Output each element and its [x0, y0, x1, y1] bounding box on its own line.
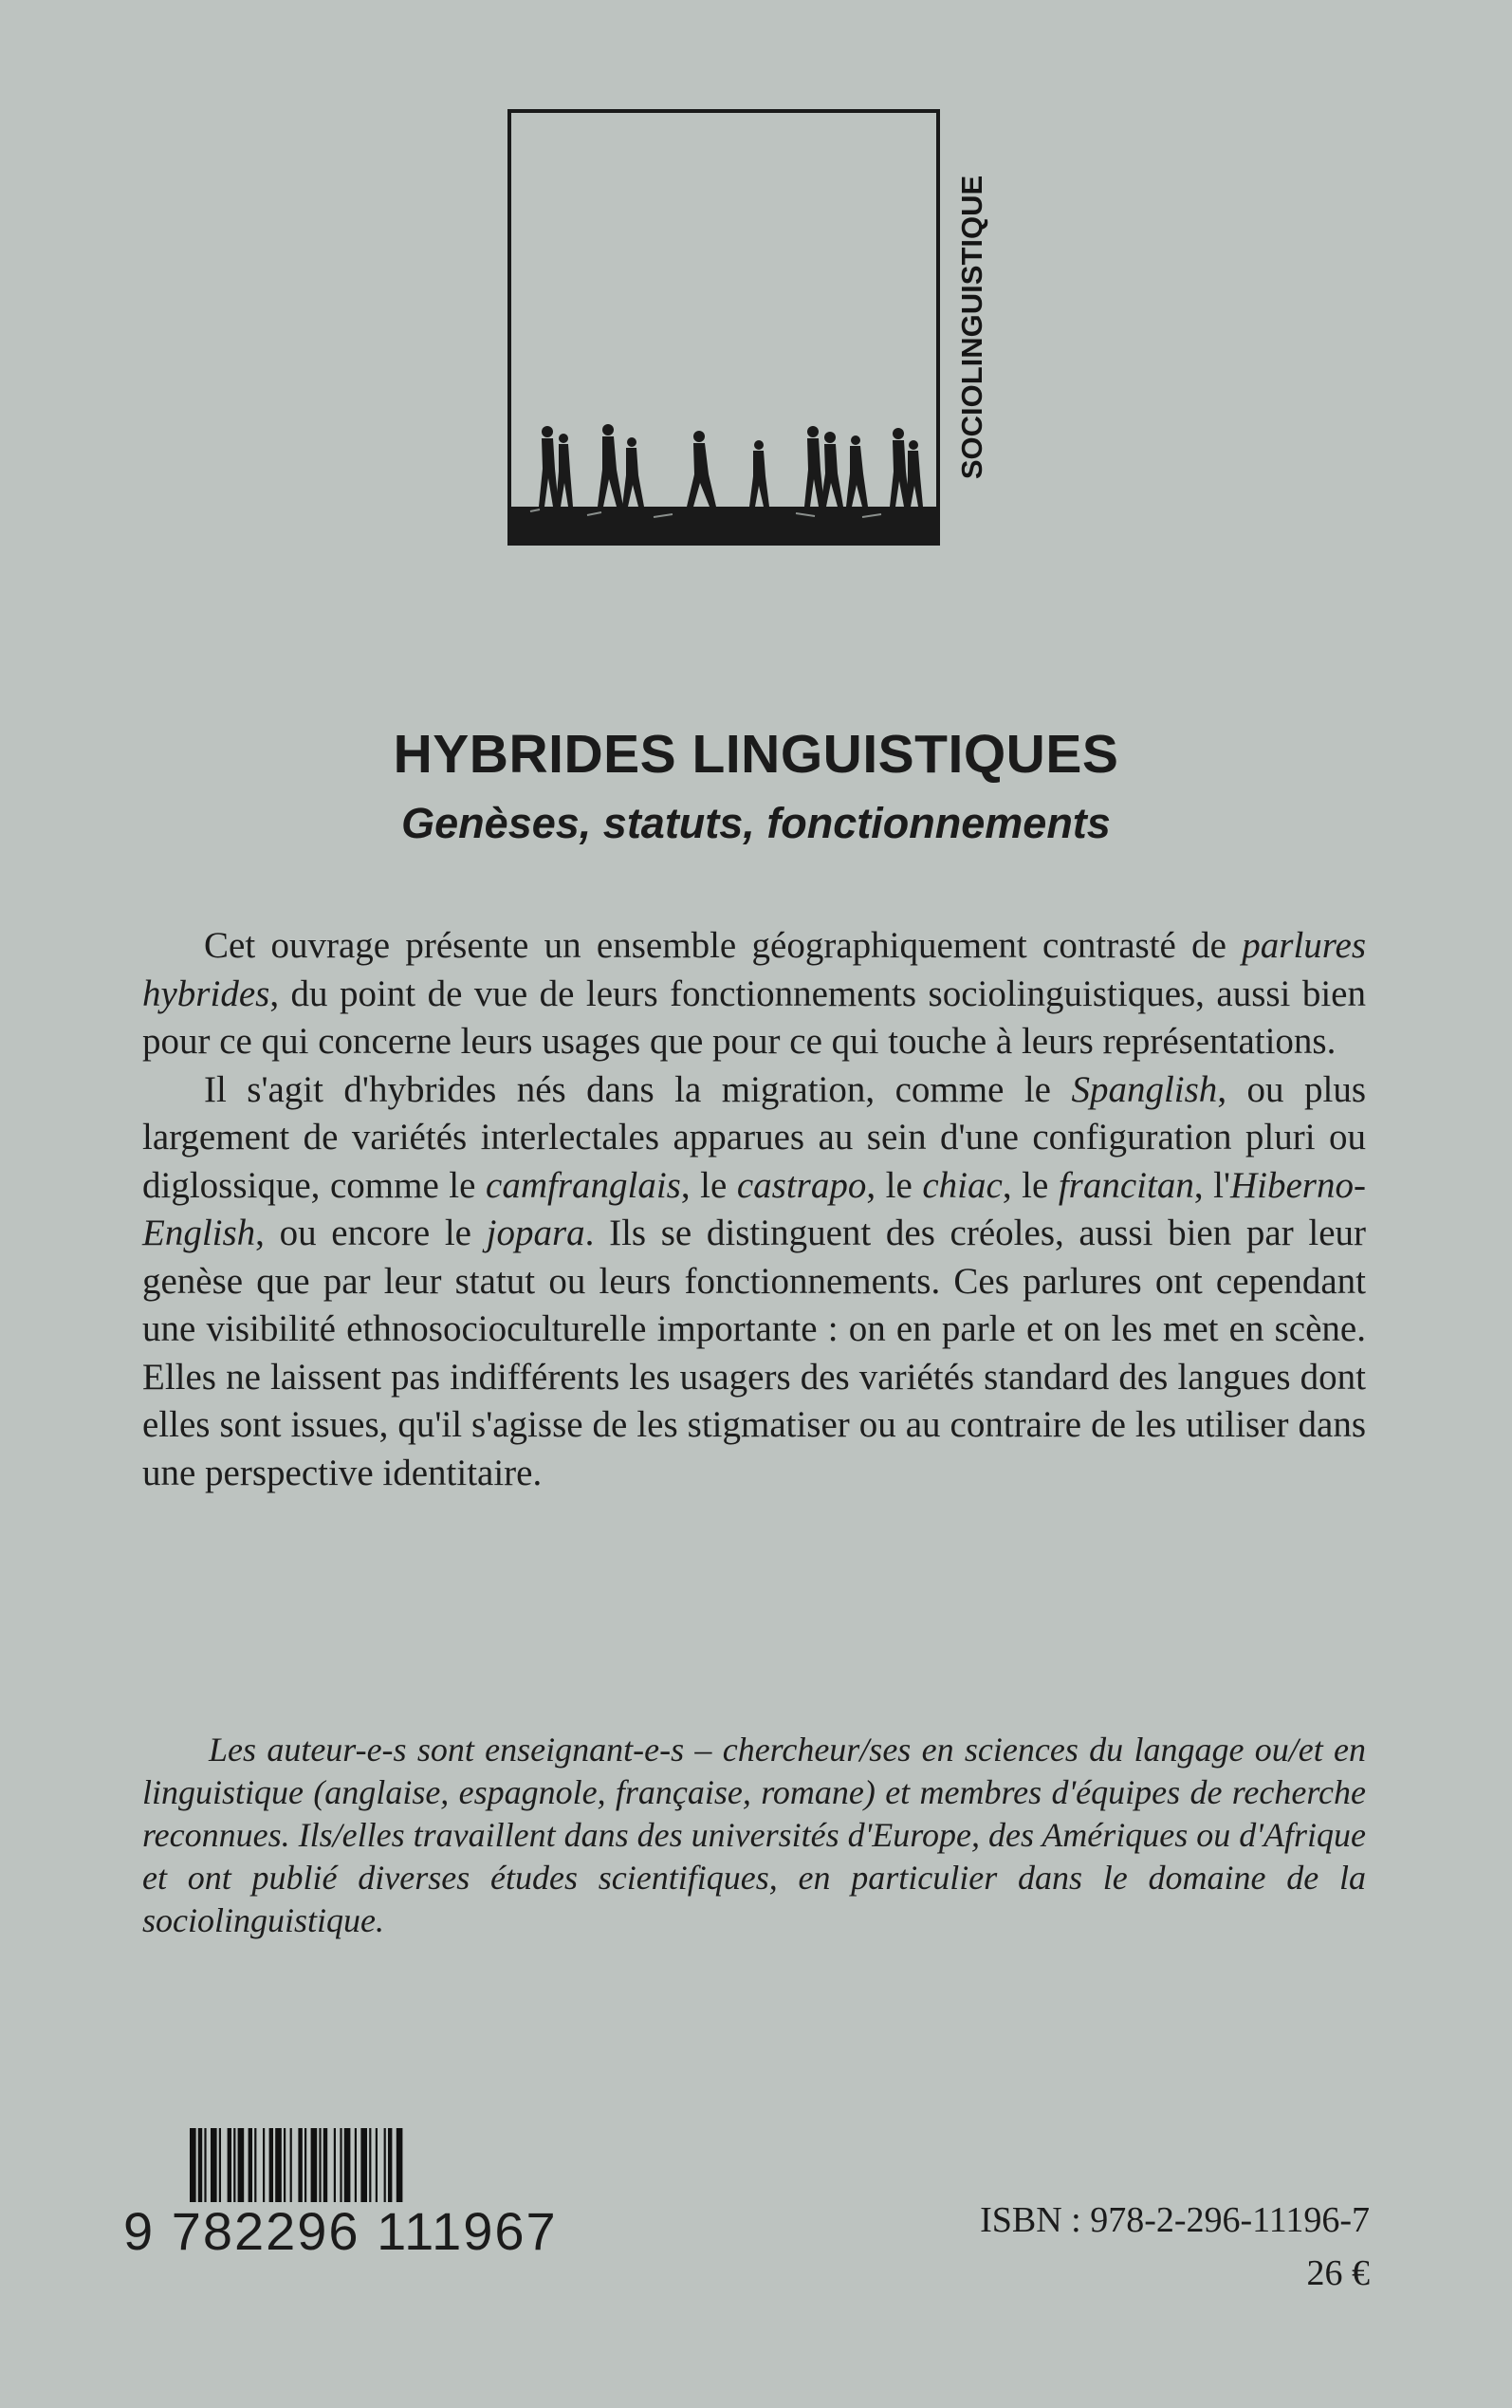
barcode-bar [249, 2128, 252, 2202]
barcode-digits: 9 782296 111967 [123, 2201, 558, 2261]
barcode-bar [233, 2128, 235, 2202]
barcode-bar [376, 2128, 378, 2202]
description-paragraph-1: Cet ouvrage présente un ensemble géographiquement contrasté de parlures hybrides, du point de vue de leurs fonctionnements sociolinguistiques, aussi bien pour ce qui concerne leurs usages que pour ce qui touche à leurs représentations. [142, 925, 1366, 1062]
barcode-bar [384, 2128, 386, 2202]
barcode-bar [290, 2128, 292, 2202]
price: 26 € [1306, 2253, 1370, 2293]
description-paragraph-2: Il s'agit d'hybrides nés dans la migration, comme le Spanglish, ou plus largement de variétés interlectales apparues au sein d'une configuration pluri ou diglossique, comme le camfranglais, le castrapo, le chiac, le francitan, l'Hiberno-English, ou encore le jopara. Ils se distinguent des créoles, aussi bien par leur genèse que par leur statut ou leurs fonctionnements. Ces parlures ont cependant une visibilité ethnosocioculturelle importante : on en parle et on les met en scène. Elles ne laissent pas indifférents les usagers des variétés standard des langues dont elles sont issues, qu'il s'agisse de les stigmatiser ou au contraire de les utiliser dans une perspective identitaire. [142, 1068, 1366, 1493]
barcode-bar [298, 2128, 302, 2202]
description [142, 922, 1366, 1497]
barcode-bar [355, 2128, 357, 2202]
barcode-bar [238, 2128, 245, 2202]
book-title: HYBRIDES LINGUISTIQUES [393, 724, 1119, 785]
barcode-bar [204, 2128, 206, 2202]
book-subtitle: Genèses, statuts, fonctionnements [401, 799, 1111, 847]
authors-note: Les auteur-e-s sont enseignant-e-s – chercheur/ses en sciences du langage ou/et en linguistique (anglaise, espagnole, française, romane) et membres d'équipes de recherche reconnues. Ils/elles travaillent dans des universités d'Europe, des Amériques ou d'Afrique et ont publié diverses études scientifiques, en particulier dans le domaine de la sociolinguistique. [142, 1731, 1366, 1939]
barcode-bar [334, 2128, 336, 2202]
barcode-bar [304, 2128, 306, 2202]
barcode-bar [263, 2128, 265, 2202]
series-logo [507, 109, 1001, 555]
barcode-bar [340, 2128, 341, 2202]
barcode-bar [360, 2128, 367, 2202]
barcode [123, 2128, 560, 2261]
barcode-bar [198, 2128, 202, 2202]
barcode-bar [311, 2128, 318, 2202]
barcode-bar [269, 2128, 273, 2202]
barcode-bar [388, 2128, 392, 2202]
series-name: SOCIOLINGUISTIQUE [955, 175, 989, 480]
barcode-bar [190, 2128, 196, 2202]
barcode-bar [369, 2128, 371, 2202]
barcode-bar [211, 2128, 217, 2202]
barcode-bar [284, 2128, 286, 2202]
barcode-bar [254, 2128, 256, 2202]
isbn: ISBN : 978-2-296-11196-7 [980, 2200, 1370, 2240]
series-emblem-frame [507, 109, 940, 546]
barcode-bar [344, 2128, 351, 2202]
barcode-bar [323, 2128, 327, 2202]
walking-people-silhouette-icon [511, 113, 936, 542]
barcode-bar [228, 2128, 231, 2202]
barcode-bar [396, 2128, 403, 2202]
barcode-bar [275, 2128, 282, 2202]
series-name-vertical [953, 109, 991, 546]
barcode-bar [319, 2128, 321, 2202]
barcode-bar [219, 2128, 221, 2202]
